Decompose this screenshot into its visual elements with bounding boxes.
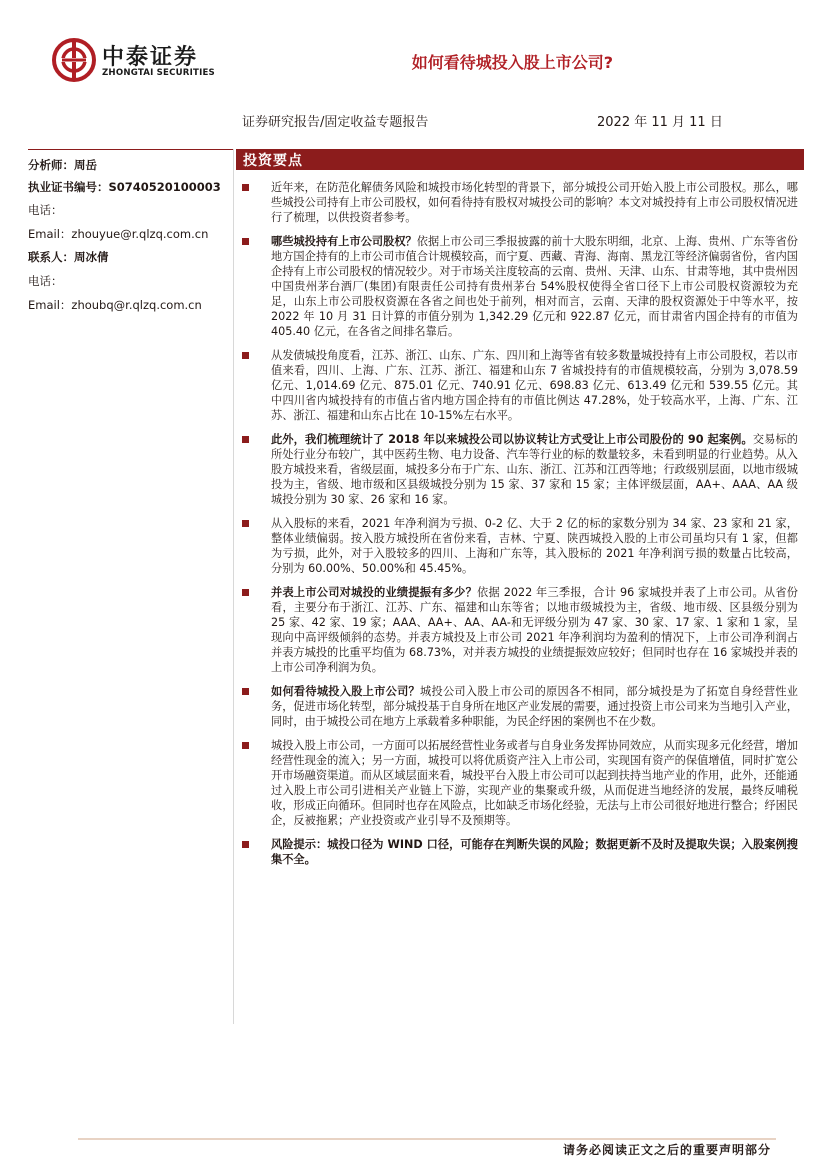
analyst-name: 分析师：周岳: [28, 158, 97, 172]
square-bullet-icon: [242, 520, 249, 527]
square-bullet-icon: [242, 352, 249, 359]
square-bullet-icon: [242, 238, 249, 245]
paragraph-lead: 风险提示：城投口径为 WIND 口径，可能存在判断失误的风险；数据更新不及时及提取失误；入股案例搜集不全。: [271, 838, 798, 866]
contact-phone: 电话：: [28, 274, 63, 288]
paragraph: [242, 516, 798, 576]
footer-divider: [78, 1138, 776, 1140]
paragraph-text: 交易标的所处行业分布较广，其中医药生物、电力设备、汽车等行业的标的数量较多，未看到明显的行业趋势。从入股方城投来看，省级层面，城投多分布于广东、山东、浙江、江苏和江西等地；行政级别层面，以地市级城投为主，省级、地市级和区县级城投分别为 15 家、37 家和 15 家；主体评级层面，AA+、AAA、AA 级城投分别为 30 家、26 家和 16 家。: [271, 433, 798, 506]
square-bullet-icon: [242, 742, 249, 749]
logo-text-cn: 中泰证券: [102, 45, 199, 70]
company-logo: [52, 38, 222, 84]
logo-text-en: ZHONGTAI SECURITIES: [102, 68, 215, 78]
paragraph: [242, 738, 798, 828]
section-header: [236, 149, 804, 170]
column-divider: [233, 149, 234, 1024]
footer-disclaimer: 请务必阅读正文之后的重要声明部分: [562, 1143, 771, 1157]
square-bullet-icon: [242, 841, 249, 848]
document-title: 如何看待城投入股上市公司?: [411, 53, 613, 72]
paragraph: [242, 180, 798, 225]
square-bullet-icon: [242, 589, 249, 596]
square-bullet-icon: [242, 688, 249, 695]
paragraph-text: 依据上市公司三季报披露的前十大股东明细，北京、上海、贵州、广东等省份地方国企持有的上市公司市值合计规模较高，而宁夏、西藏、青海、海南、黑龙江等经济偏弱省份，省内国企持有上市公司股权的情况较少。对于市场关注度较高的云南、贵州、天津、山东、甘肃等地，其中贵州因中国贵州茅台酒厂(集团)有限责任公司持有贵州茅台 54%股权使得全省口径下上市公司股权资源较为充足，山东上市公司股权资源在各省之间也处于前列，相对而言，云南、天津的股权资源处于中等水平，按 2022 年 10 月 31 日计算的市值分别为 1,342.29 亿元和 922.87 亿元，而甘肃省内国企持有的市值为 405.40 亿元，在各省之间排名靠后。: [271, 235, 798, 338]
zhongtai-logo-icon: [52, 38, 96, 82]
report-type: 证券研究报告/固定收益专题报告: [242, 115, 429, 130]
report-date: 2022 年 11 月 11 日: [597, 115, 723, 130]
paragraph: [242, 348, 798, 423]
risk-warning: [242, 837, 798, 867]
square-bullet-icon: [242, 184, 249, 191]
paragraph: [242, 585, 798, 675]
analyst-phone: 电话：: [28, 203, 63, 217]
contact-name: 联系人：周冰倩: [28, 250, 109, 264]
paragraph: [242, 432, 798, 507]
sidebar-divider: [28, 149, 233, 150]
paragraph-lead: 哪些城投持有上市公司股权？: [271, 235, 417, 248]
paragraph: [242, 684, 798, 729]
section-title: 投资要点: [243, 153, 303, 169]
contact-email[interactable]: Email：zhoubq@r.qlzq.com.cn: [28, 298, 202, 312]
paragraph-text: 从入股标的来看，2021 年净利润为亏损、0-2 亿、大于 2 亿的标的家数分别为 34 家、23 家和 21 家，整体业绩偏弱。按入股方城投所在省份来看，吉林、宁夏、陕西城投入股的上市公司虽均只有 1 家，但都为亏损，此外，对于入股较多的四川、上海和广东等，其入股标的 2021 年净利润亏损的数量占比较高，分别为 60.00%、50.00%和 45.45%。: [271, 517, 798, 575]
license-number: 执业证书编号：S0740520100003: [28, 180, 221, 194]
paragraph: [242, 234, 798, 339]
paragraph-lead: 此外，我们梳理统计了 2018 年以来城投公司以协议转让方式受让上市公司股份的 90 起案例。: [271, 433, 753, 446]
paragraph-text: 依据 2022 年三季报，合计 96 家城投并表了上市公司。从省份看，主要分布于浙江、江苏、广东、福建和山东等省；以地市级城投为主，省级、地市级、区县级分别为 25 家、42 家、19 家；AAA、AA+、AA、AA-和无评级分别为 47 家、30 家、17 家、1 家和 1 家，呈现向中高评级倾斜的态势。并表方城投及上市公司 2021 年净利润均为盈利的情况下，上市公司净利润占并表方城投的比重平均值为 68.73%，对并表方城投的业绩提振效应较好；但同时也存在 16 家城投并表的上市公司净利润为负。: [271, 586, 798, 674]
paragraph-text: 城投公司入股上市公司的原因各不相同，部分城投是为了拓宽自身经营性业务，促进市场化转型，部分城投基于自身所在地区产业发展的需要，通过投资上市公司来为当地引入产业，同时，由于城投公司在地方上承载着多种职能，为民企纾困的案例也不在少数。: [271, 685, 798, 728]
paragraph-text: 从发债城投角度看，江苏、浙江、山东、广东、四川和上海等省有较多数量城投持有上市公司股权，若以市值来看，四川、上海、广东、江苏、浙江、福建和山东 7 省城投持有的市值规模较高，分别为 3,078.59 亿元、1,014.69 亿元、875.01 亿元、740.91 亿元、698.83 亿元、613.49 亿元和 539.55 亿元。其中四川省内城投持有的市值占省内地方国企持有的市值比例达 47.28%，处于较高水平，上海、广东、江苏、浙江、福建和山东占比在 10-15%左右水平。: [271, 349, 798, 422]
paragraph-text: 城投入股上市公司，一方面可以拓展经营性业务或者与自身业务发挥协同效应，从而实现多元化经营，增加经营性现金的流入；另一方面，城投可以将优质资产注入上市公司，实现国有资产的保值增值，同时扩宽公开市场融资渠道。而从区域层面来看，城投平台入股上市公司可以起到扶持当地产业的作用，此外，还能通过入股上市公司引进相关产业链上下游，实现产业的集聚或升级，从而促进当地经济的发展，最终反哺税收，形成正向循环。但同时也存在风险点，比如缺乏市场化经验，无法与上市公司很好地进行整合；纾困民企，反被拖累；产业投资或产业引导不及预期等。: [271, 739, 798, 827]
paragraph-text: 近年来，在防范化解债务风险和城投市场化转型的背景下，部分城投公司开始入股上市公司股权。那么，哪些城投公司持有上市公司股权，如何看待持有股权对城投公司的影响？本文对城投持有上市公司股权情况进行了梳理，以供投资者参考。: [271, 181, 798, 224]
paragraph-lead: 如何看待城投入股上市公司？: [271, 685, 421, 698]
square-bullet-icon: [242, 436, 249, 443]
analyst-email[interactable]: Email：zhouyue@r.qlzq.com.cn: [28, 227, 209, 241]
key-points: [242, 180, 798, 876]
paragraph-lead: 并表上市公司对城投的业绩提振有多少？: [271, 586, 478, 599]
